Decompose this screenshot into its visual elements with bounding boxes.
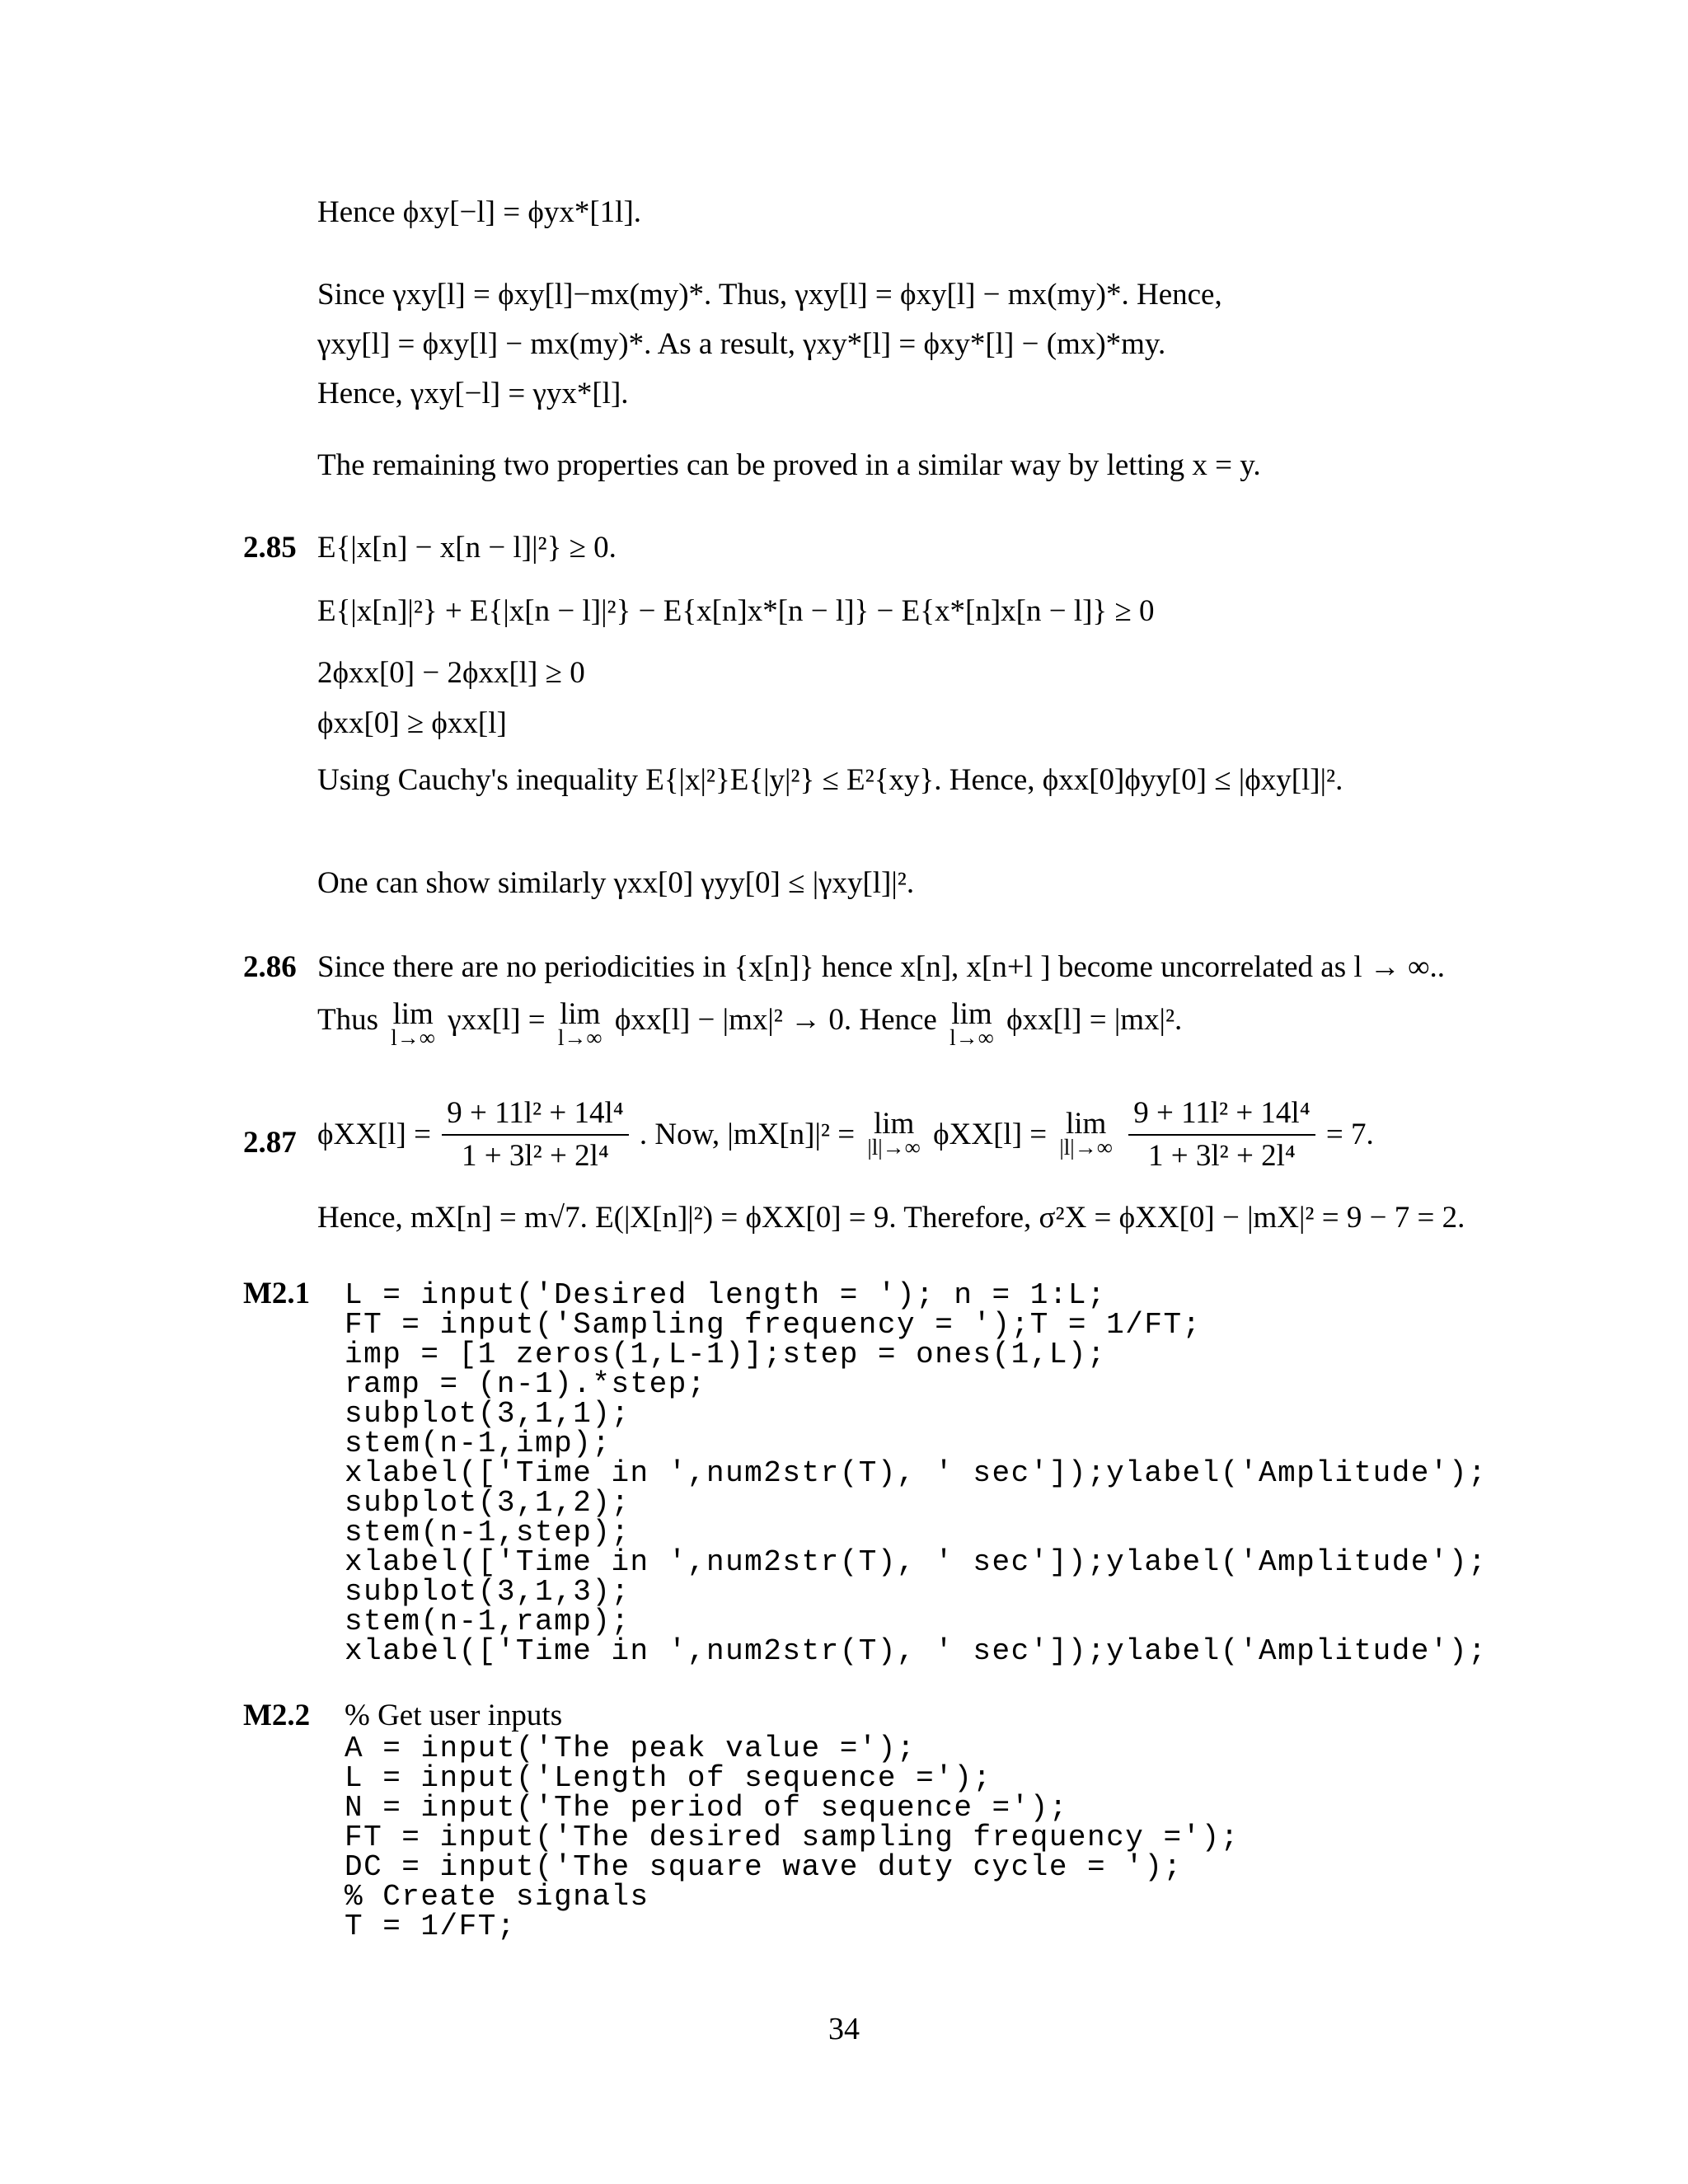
problem-number-m2-1: M2.1 <box>243 1277 311 1310</box>
lim-subscript: l→∞ <box>391 1025 435 1050</box>
equation-2-85-similar: One can show similarly γxx[0] γyy[0] ≤ |γxy[l]|². <box>317 866 915 900</box>
problem-number-2-86: 2.86 <box>243 950 297 984</box>
lim-subscript: |l|→∞ <box>1059 1135 1113 1160</box>
equation-2-85-c: 2ϕxx[0] − 2ϕxx[l] ≥ 0 <box>317 656 585 690</box>
limit-operator <box>557 997 603 1050</box>
phi-term: ϕxx[l] − |mx|² → 0. Hence <box>614 1003 937 1037</box>
fraction-denominator: 1 + 3l² + 2l⁴ <box>1148 1139 1296 1173</box>
equals-seven: = 7. <box>1325 1118 1374 1151</box>
limit-operator <box>391 997 435 1050</box>
equation-2-87-a <box>317 1094 1374 1175</box>
equation-2-87-b: Hence, mX[n] = m√7. E(|X[n]|²) = ϕXX[0] = 9. Therefore, σ²X = ϕXX[0] − |mX|² = 9 − 7 = 2. <box>317 1201 1465 1235</box>
lim-subscript: |l|→∞ <box>867 1135 921 1160</box>
text-line-remaining-properties: The remaining two properties can be proved in a similar way by letting x = y. <box>317 448 1261 482</box>
lim-label: lim <box>873 1107 915 1141</box>
phi-xx-lhs: ϕXX[l] = <box>317 1118 431 1151</box>
text-line-since-gamma: Since γxy[l] = ϕxy[l]−mx(my)*. Thus, γxy[l] = ϕxy[l] − mx(my)*. Hence, <box>317 278 1222 312</box>
fraction <box>442 1094 628 1175</box>
problem-number-2-85: 2.85 <box>243 531 297 565</box>
page-number: 34 <box>828 2012 860 2046</box>
equation-2-85-b: E{|x[n]|²} + E{|x[n − l]|²} − E{x[n]x*[n − l]} − E{x*[n]x[n − l]} ≥ 0 <box>317 594 1155 628</box>
lim-label: lim <box>560 997 601 1031</box>
limit-operator <box>1059 1107 1113 1160</box>
fraction-numerator: 9 + 11l² + 14l⁴ <box>442 1094 628 1136</box>
limit-operator <box>950 997 994 1050</box>
problem-number-2-87: 2.87 <box>243 1126 297 1160</box>
now-term: . Now, |mX[n]|² = <box>639 1118 856 1151</box>
equation-2-85-a: E{|x[n] − x[n − l]|²} ≥ 0. <box>317 531 617 565</box>
equation-2-86-limits <box>317 997 1183 1050</box>
fraction-denominator: 1 + 3l² + 2l⁴ <box>462 1139 609 1173</box>
thus-label: Thus <box>317 1003 378 1037</box>
lim-subscript: l→∞ <box>557 1025 603 1050</box>
equation-2-85-d: ϕxx[0] ≥ ϕxx[l] <box>317 706 507 740</box>
text-line-gamma-result: γxy[l] = ϕxy[l] − mx(my)*. As a result, γxy*[l] = ϕxy*[l] − (mx)*my. <box>317 327 1166 361</box>
comment-get-user-inputs: % Get user inputs <box>345 1699 563 1732</box>
fraction <box>1128 1094 1315 1175</box>
text-line-hence-phi: Hence ϕxy[−l] = ϕyx*[1l]. <box>317 195 642 229</box>
equation-2-85-cauchy: Using Cauchy's inequality E{|x|²}E{|y|²} ≤ E²{xy}. Hence, ϕxx[0]ϕyy[0] ≤ |ϕxy[l]|². <box>317 763 1343 797</box>
lim-label: lim <box>392 997 434 1031</box>
fraction-numerator: 9 + 11l² + 14l⁴ <box>1128 1094 1315 1136</box>
equation-2-86-a: Since there are no periodicities in {x[n]} hence x[n], x[n+l ] become uncorrelated as l → ∞.. <box>317 950 1446 984</box>
lim-subscript: l→∞ <box>950 1025 994 1050</box>
lim-label: lim <box>951 997 992 1031</box>
lim-label: lim <box>1066 1107 1107 1141</box>
code-block-m2-2: A = input('The peak value ='); L = input('Length of sequence ='); N = input('The period of sequence ='); FT = input('The desired sampling frequency ='); DC = input('The square wave duty cycle = '); % Create signals T = 1/FT; <box>345 1732 1240 1943</box>
text-line-hence-gamma: Hence, γxy[−l] = γyx*[l]. <box>317 377 629 410</box>
problem-number-m2-2: M2.2 <box>243 1699 311 1732</box>
gamma-term: γxx[l] = <box>448 1003 546 1037</box>
limit-operator <box>867 1107 921 1160</box>
phi-xx-term: ϕXX[l] = <box>933 1118 1048 1151</box>
phi-result: ϕxx[l] = |mx|². <box>1006 1003 1183 1037</box>
code-block-m2-1: L = input('Desired length = '); n = 1:L; FT = input('Sampling frequency = ');T = 1/FT; imp = [1 zeros(1,L-1)];step = ones(1,L); ramp = (n-1).*step; subplot(3,1,1); stem(n-1,imp); xlabel(['Time in ',num2str(T), ' sec']);ylabel('Amplitude'); subplot(3,1,2); stem(n-1,step); xlabel(['Time in ',num2str(T), ' sec']);ylabel('Amplitude'); subplot(3,1,3); stem(n-1,ramp); xlabel(['Time in ',num2str(T), ' sec']);ylabel('Amplitude'); <box>345 1278 1488 1668</box>
